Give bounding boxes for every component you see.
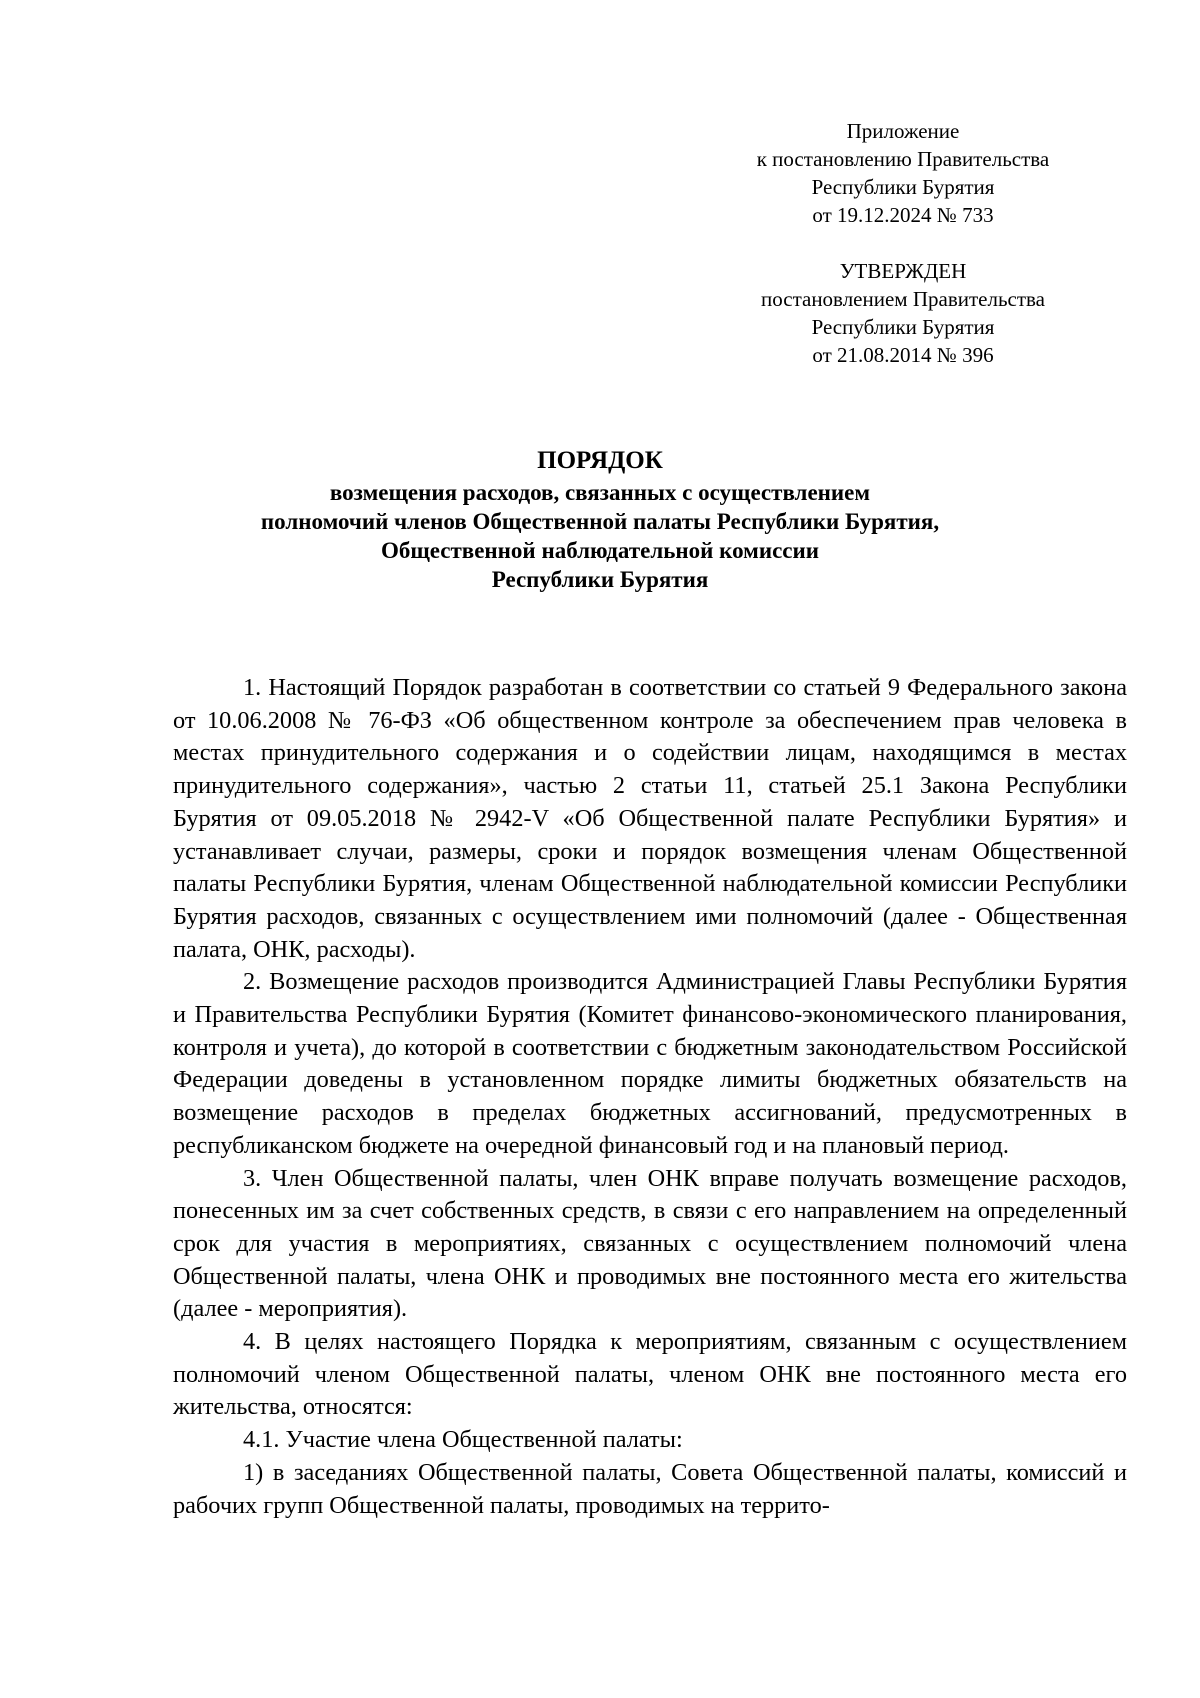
approved-line: от 21.08.2014 № 396 (812, 343, 994, 367)
paragraph: 1) в заседаниях Общественной палаты, Совета Общественной палаты, комиссий и рабочих групп Общественной палаты, проводимых на террито- (173, 1458, 1127, 1519)
title-main: ПОРЯДОК (537, 447, 663, 474)
paragraph: 4. В целях настоящего Порядка к мероприятиям, связанным с осуществлением полномочий членом Общественной палаты, членом ОНК вне постоянного места его жительства, относятся: (173, 1328, 1127, 1421)
appendix-line: к постановлению Правительства (756, 147, 1050, 171)
appendix-line: Приложение (846, 119, 960, 143)
appendix-line: от 19.12.2024 № 733 (812, 203, 994, 227)
document-body (173, 672, 1127, 1522)
approved-header (730, 257, 1076, 369)
title-subtitle-line: Республики Бурятия (491, 567, 709, 592)
paragraph: 3. Член Общественной палаты, член ОНК вправе получать возмещение расходов, понесенных им за счет собственных средств, в связи с его направлением на определенный срок для участия в мероприятиях, связанных с осуществлением полномочий члена Общественной палаты, члена ОНК и проводимых вне постоянного места его жительства (далее - мероприятия). (173, 1164, 1127, 1323)
approved-line: Республики Бурятия (811, 315, 995, 339)
title-subtitle-line: Общественной наблюдательной комиссии (381, 538, 819, 563)
title-subtitle-line: возмещения расходов, связанных с осуществлением (329, 480, 871, 505)
title-subtitle-line: полномочий членов Общественной палаты Республики Бурятия, (260, 509, 940, 534)
appendix-header (730, 117, 1076, 229)
paragraph: 1. Настоящий Порядок разработан в соответствии со статьей 9 Федерального закона от 10.06.2008 № 76-ФЗ «Об общественном контроле за обеспечением прав человека в местах принудительного содержания и о содействии лицам, находящимся в местах принудительного содержания», частью 2 статьи 11, статьей 25.1 Закона Республики Бурятия от 09.05.2018 № 2942-V «Об Общественной палате Республики Бурятия» и устанавливает случаи, размеры, сроки и порядок возмещения членам Общественной палаты Республики Бурятия, членам Общественной наблюдательной комиссии Республики Бурятия расходов, связанных с осуществлением ими полномочий (далее - Общественная палата, ОНК, расходы). (173, 674, 1127, 963)
paragraph: 2. Возмещение расходов производится Администрацией Главы Республики Бурятия и Правительства Республики Бурятия (Комитет финансово-экономического планирования, контроля и учета), до которой в соответствии с бюджетным законодательством Российской Федерации доведены в установленном порядке лимиты бюджетных обязательств на возмещение расходов в пределах бюджетных ассигнований, предусмотренных в республиканском бюджете на очередной финансовый год и на плановый период. (173, 968, 1127, 1159)
appendix-line: Республики Бурятия (811, 175, 995, 199)
paragraph: 4.1. Участие члена Общественной палаты: (243, 1426, 683, 1454)
approved-line: УТВЕРЖДЕН (839, 259, 967, 283)
document-title (173, 444, 1027, 594)
approved-line: постановлением Правительства (760, 287, 1045, 311)
